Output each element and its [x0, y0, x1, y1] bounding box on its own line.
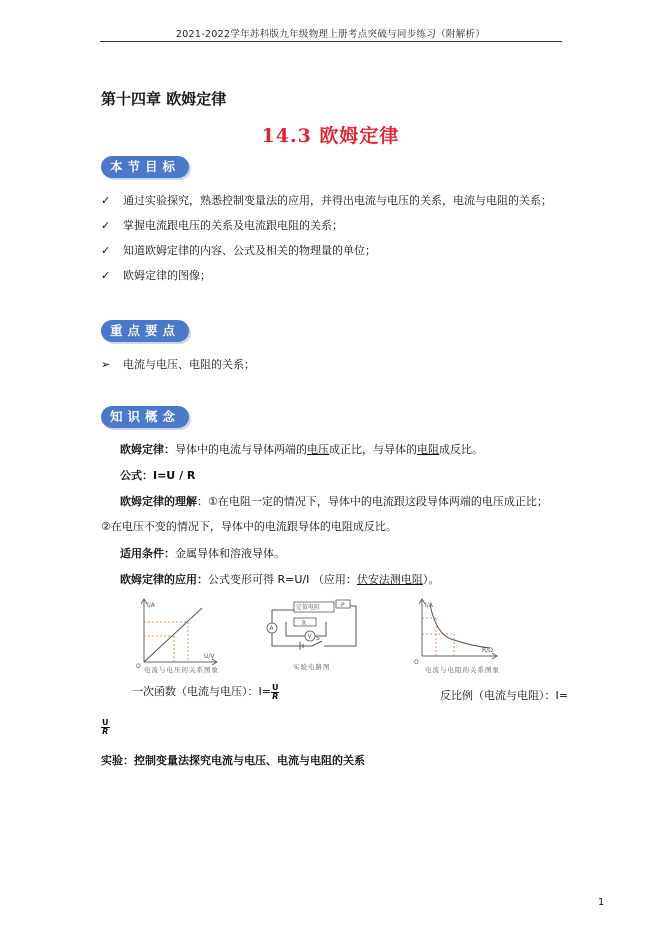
ammeter-label: A	[269, 625, 274, 632]
understanding-line2: ②在电压不变的情况下，导体中的电流跟导体的电阻成反比。	[101, 520, 397, 533]
conditions: 适用条件：金属导体和溶液导体。	[120, 547, 285, 560]
origin-label: O	[414, 659, 419, 666]
circuit-caption: 实验电路图	[293, 663, 331, 671]
ohms-law-definition: 欧姆定律：导体中的电流与导体两端的电压成正比，与导体的电阻成反比。	[120, 443, 483, 456]
goal-item: ✓ 通过实验探究，熟悉控制变量法的应用，并得出电流与电压的关系，电流与电阻的关系；	[101, 194, 552, 207]
origin-label: O	[136, 663, 141, 670]
graph-caption: 电流与电压的关系图象	[144, 666, 219, 674]
check-icon: ✓	[101, 194, 111, 207]
goal-item: ✓ 知道欧姆定律的内容、公式及相关的物理量的单位；	[101, 244, 376, 257]
switch-label: S	[316, 635, 320, 642]
goal-item: ✓ 掌握电流跟电压的关系及电流跟电阻的关系；	[101, 219, 343, 232]
graph-caption: 电流与电阻的关系图象	[425, 666, 500, 674]
voltmeter-label: V	[307, 633, 312, 640]
understanding-line1: 欧姆定律的理解：①在电阻一定的情况下，导体中的电流跟这段导体两端的电压成正比；	[120, 495, 548, 508]
fraction: $\frac{U}{R}$	[271, 682, 279, 701]
header-rule	[100, 41, 562, 42]
fraction: $\frac{U}{R}$	[102, 718, 109, 736]
check-icon: ✓	[101, 244, 111, 257]
application: 欧姆定律的应用：公式变形可得 R=U/I （应用：伏安法测电阻）。	[120, 573, 440, 586]
key-points-badge: 重点要点	[101, 320, 189, 342]
linear-relation: 一次函数（电流与电压）：I= $\frac{U}{R}$	[132, 682, 279, 701]
rheostat-p-label: P	[341, 602, 345, 609]
chapter-title: 第十四章 欧姆定律	[101, 90, 227, 108]
current-voltage-graph	[132, 596, 220, 676]
goal-item: ✓ 欧姆定律的图像；	[101, 269, 211, 282]
y-axis-label: I/A	[147, 602, 155, 609]
check-icon: ✓	[101, 219, 111, 232]
check-icon: ✓	[101, 269, 111, 282]
inverse-relation: 反比例（电流与电阻）：I=	[440, 689, 568, 702]
current-resistance-graph	[410, 596, 500, 668]
arrow-bullet-icon: ➢	[101, 358, 111, 371]
goals-badge: 本节目标	[101, 156, 189, 178]
x-axis-label: R/Ω	[482, 647, 493, 654]
formula: 公式：I=U / R	[120, 469, 196, 482]
fixed-resistor-label: 定值电阻	[296, 604, 321, 611]
inverse-relation-fraction	[101, 717, 110, 736]
concepts-badge: 知识概念	[101, 406, 189, 428]
page-number: 1	[598, 897, 605, 908]
key-point-item: ➢ 电流与电压、电阻的关系；	[101, 358, 255, 371]
resistor-r-label: R	[302, 620, 307, 627]
section-title: 14.3 欧姆定律	[261, 125, 400, 147]
experiment-heading: 实验：控制变量法探究电流与电压、电流与电阻的关系	[101, 754, 365, 767]
page-header: 2021-2022学年苏科版九年级物理上册考点突破与同步练习（附解析）	[175, 29, 486, 40]
y-axis-label: I/A	[425, 602, 433, 609]
circuit-diagram	[264, 598, 362, 660]
x-axis-label: U/V	[204, 653, 215, 660]
